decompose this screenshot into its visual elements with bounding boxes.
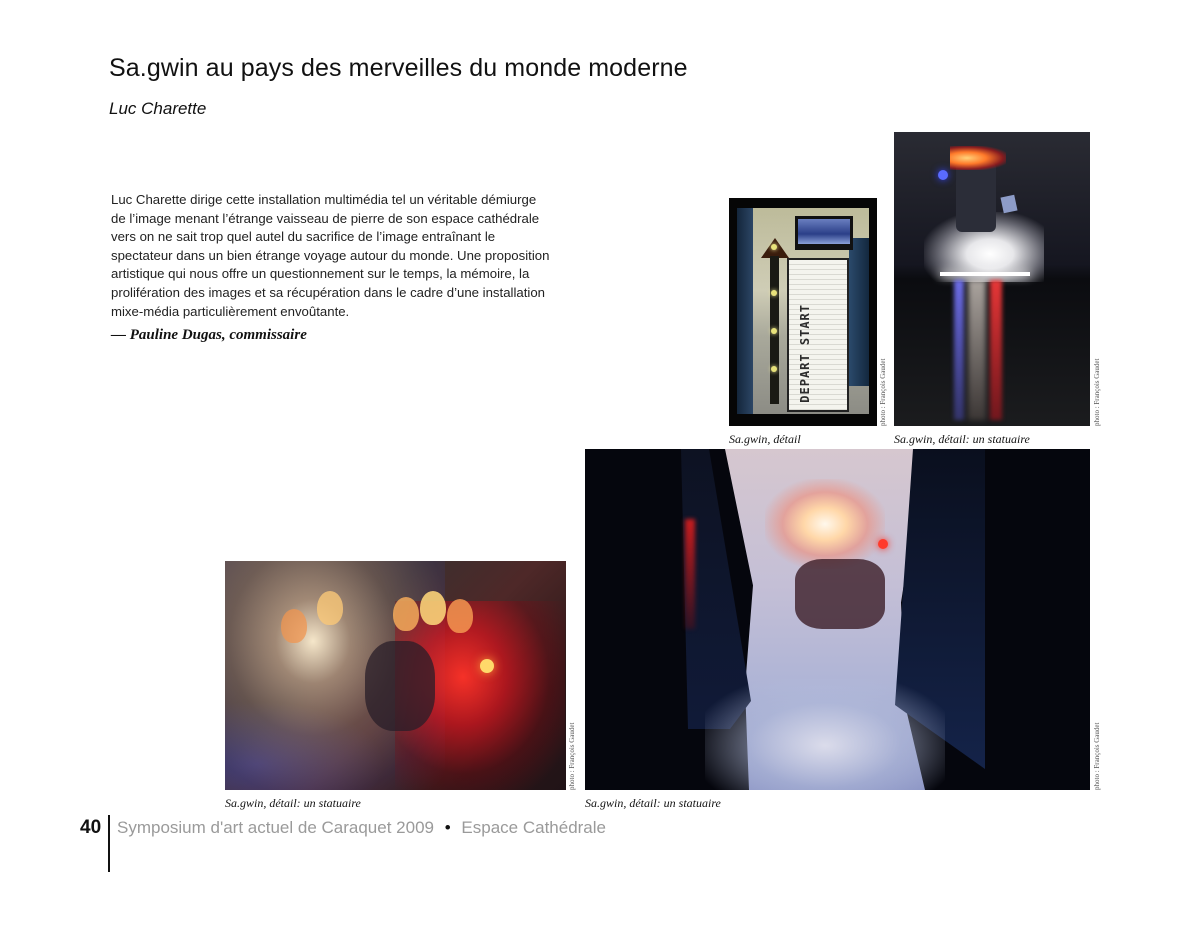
photo-floor-light bbox=[940, 272, 1030, 276]
balloon-icon bbox=[420, 591, 446, 625]
body-paragraph: Luc Charette dirige cette installation multimédia tel un véritable démiurge de l’image menant l’étrange vaisseau de pierre de son espace cathédrale vers on ne sait trop quel autel du sacrifice de l’image entraînant le spectateur dans un bien étrange voyage autour du monde. Une proposition artistique qui nous offre un questionnement sur le temps, la mémoire, la prolifération des images et sa récupération dans le cadre d’une installation mixe-média particulièrement envoûtante. bbox=[111, 192, 550, 319]
footer-running-title bbox=[117, 818, 606, 838]
bulb-icon bbox=[771, 244, 777, 250]
lamp-icon bbox=[878, 539, 888, 549]
lamp-icon bbox=[480, 659, 494, 673]
photo-caption: Sa.gwin, détail: un statuaire bbox=[894, 432, 1030, 446]
reflection-white bbox=[968, 280, 986, 420]
depart-start-board bbox=[787, 258, 849, 412]
footer-publication: Symposium d'art actuel de Caraquet 2009 bbox=[117, 818, 434, 837]
photo-credit: photo : François Gaudet bbox=[879, 358, 887, 426]
photo-depart-start-sign bbox=[729, 198, 877, 426]
photo-curtain-left bbox=[737, 208, 753, 414]
photo-curtain-right bbox=[849, 238, 869, 386]
photo-credit: photo : François Gaudet bbox=[1093, 722, 1101, 790]
photo-statuaire-reflection bbox=[894, 132, 1090, 426]
bulb-icon bbox=[771, 290, 777, 296]
balloon-icon bbox=[281, 609, 307, 643]
photo-caption: Sa.gwin, détail: un statuaire bbox=[585, 796, 721, 810]
photo-credit: photo : François Gaudet bbox=[1093, 358, 1101, 426]
photo-fire-light bbox=[950, 146, 1006, 170]
reflection-blue bbox=[954, 280, 964, 420]
balloon-icon bbox=[447, 599, 473, 633]
bullet-icon: • bbox=[444, 818, 451, 837]
photo-statuaire-smoke bbox=[225, 561, 566, 790]
photo-red-trace bbox=[685, 519, 695, 629]
photo-caption: Sa.gwin, détail bbox=[729, 432, 801, 446]
reflection-red bbox=[990, 280, 1002, 420]
photo-tv-screen bbox=[795, 216, 853, 250]
photo-card bbox=[1000, 195, 1017, 214]
photo-blue-light bbox=[938, 170, 948, 180]
page-number: 40 bbox=[80, 817, 102, 838]
bulb-icon bbox=[771, 328, 777, 334]
artist-name: Luc Charette bbox=[109, 99, 207, 118]
page-title: Sa.gwin au pays des merveilles du monde moderne bbox=[109, 54, 688, 82]
photo-fog bbox=[705, 679, 945, 790]
photo-statuaire-large bbox=[585, 449, 1090, 790]
photo-dark-figure bbox=[365, 641, 435, 731]
photo-figure bbox=[956, 162, 996, 232]
photo-credit: photo : François Gaudet bbox=[568, 722, 576, 790]
photo-flare bbox=[765, 479, 885, 569]
balloon-icon bbox=[317, 591, 343, 625]
footer-venue: Espace Cathédrale bbox=[461, 818, 606, 837]
curator-attribution: — Pauline Dugas, commissaire bbox=[111, 327, 307, 343]
photo-caption: Sa.gwin, détail: un statuaire bbox=[225, 796, 361, 810]
bulb-icon bbox=[771, 366, 777, 372]
sign-text: DEPART START bbox=[798, 304, 812, 403]
balloon-icon bbox=[393, 597, 419, 631]
footer-divider bbox=[108, 815, 110, 872]
photo-statue-mass bbox=[795, 559, 885, 629]
